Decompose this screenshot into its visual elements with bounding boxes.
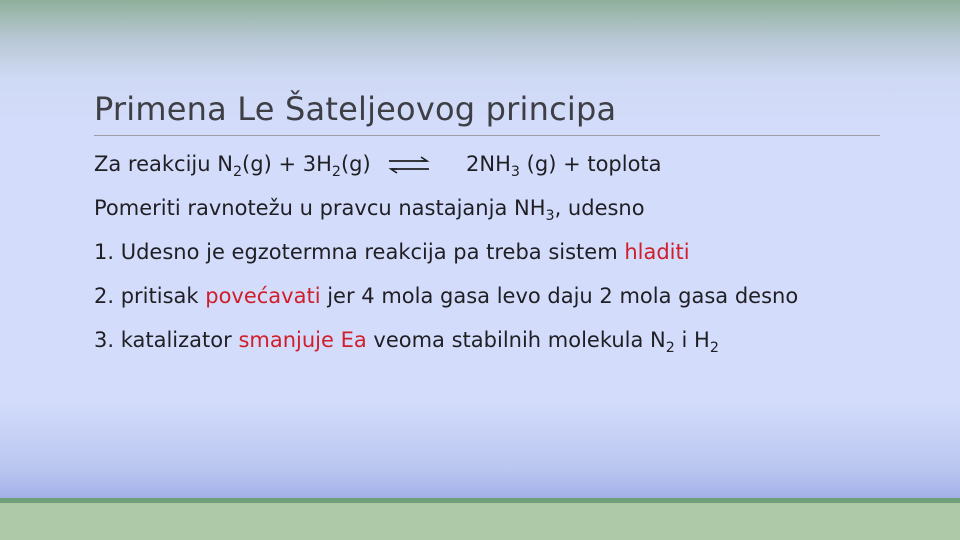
line5-highlight: smanjuje Ea (238, 328, 367, 352)
reaction-equation (94, 152, 662, 180)
line4-text1: 2. pritisak (94, 284, 206, 308)
line5-n-subscript: 2 (665, 339, 675, 356)
reaction-part4: (g) + toplota (520, 152, 662, 176)
n2-subscript: 2 (232, 163, 243, 180)
slide-title: Primena Le Šateljeovog principa (94, 90, 617, 128)
line4-highlight: povećavati (205, 284, 321, 308)
line5-text2: veoma stabilnih molekula N (366, 328, 666, 352)
reaction-part3: (g) (340, 152, 371, 176)
point-3-catalyst (94, 328, 719, 356)
point-1-temperature (94, 240, 690, 264)
reaction-part2: (g) + 3H (242, 152, 332, 176)
line3-highlight: hladiti (624, 240, 690, 264)
h2-subscript: 2 (331, 163, 341, 180)
line5-h-subscript: 2 (709, 339, 719, 356)
title-divider (94, 135, 880, 136)
line4-text2: jer 4 mola gasa levo daju 2 mola gasa desno (320, 284, 799, 308)
reaction-prefix: Za reakciju N (94, 152, 233, 176)
line3-text: 1. Udesno je egzotermna reakcija pa treba sistem (94, 240, 625, 264)
point-2-pressure (94, 284, 798, 308)
nh3-subscript: 3 (510, 163, 520, 180)
equilibrium-arrows-icon (387, 154, 431, 176)
line2-text: Pomeriti ravnotežu u pravcu nastajanja NH (94, 196, 546, 220)
line2-suffix: , udesno (554, 196, 645, 220)
line5-text3: i H (674, 328, 710, 352)
reaction-product: 2NH (466, 152, 511, 176)
line5-text1: 3. katalizator (94, 328, 239, 352)
shift-equilibrium-line (94, 196, 645, 224)
footer-band (0, 503, 960, 540)
line2-subscript: 3 (545, 207, 555, 224)
